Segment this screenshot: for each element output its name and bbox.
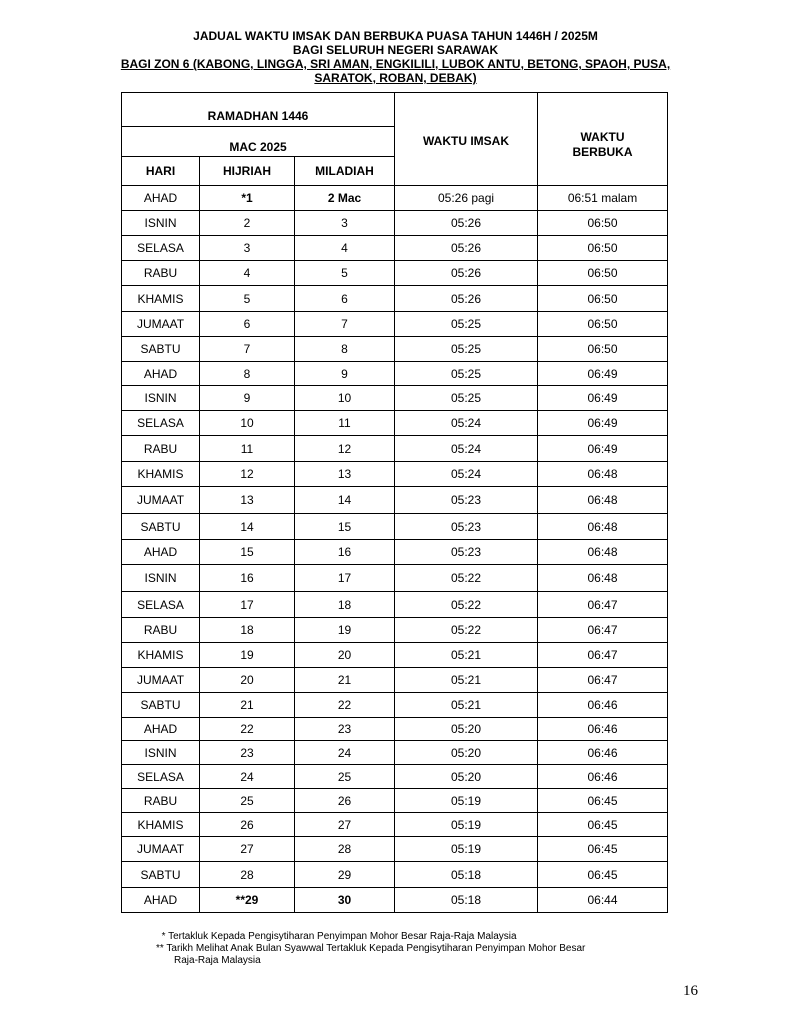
table-row xyxy=(122,514,668,540)
title-line-1: JADUAL WAKTU IMSAK DAN BERBUKA PUASA TAHUN 1446H / 2025M xyxy=(193,29,598,43)
table-row xyxy=(122,236,668,261)
cell-hari: SABTU xyxy=(122,337,200,362)
cell-imsak: 05:18 xyxy=(395,862,538,888)
table-row xyxy=(122,211,668,236)
cell-hari: KHAMIS xyxy=(122,286,200,312)
footnote-1 xyxy=(156,931,626,943)
cell-miladiah: 29 xyxy=(295,862,395,888)
cell-miladiah: 3 xyxy=(295,211,395,236)
table-row xyxy=(122,592,668,618)
cell-hijriah: 2 xyxy=(200,211,295,236)
cell-imsak: 05:21 xyxy=(395,668,538,693)
cell-berbuka: 06:45 xyxy=(538,813,668,837)
table-row xyxy=(122,813,668,837)
cell-imsak: 05:21 xyxy=(395,693,538,718)
cell-berbuka: 06:45 xyxy=(538,862,668,888)
cell-miladiah: 17 xyxy=(295,565,395,592)
cell-berbuka: 06:46 xyxy=(538,765,668,789)
schedule-table xyxy=(121,92,668,913)
cell-imsak: 05:20 xyxy=(395,741,538,765)
cell-imsak: 05:25 xyxy=(395,386,538,411)
cell-hari: AHAD xyxy=(122,186,200,211)
cell-hijriah: 24 xyxy=(200,765,295,789)
cell-hari: AHAD xyxy=(122,362,200,386)
cell-hijriah: 12 xyxy=(200,462,295,487)
hijriah-header: HIJRIAH xyxy=(200,157,295,186)
cell-miladiah: 16 xyxy=(295,540,395,565)
cell-imsak: 05:23 xyxy=(395,487,538,514)
cell-hijriah: **29 xyxy=(200,888,295,913)
cell-hijriah: 15 xyxy=(200,540,295,565)
cell-hari: SELASA xyxy=(122,592,200,618)
cell-hari: SELASA xyxy=(122,236,200,261)
cell-imsak: 05:22 xyxy=(395,565,538,592)
cell-miladiah: 28 xyxy=(295,837,395,862)
cell-imsak: 05:20 xyxy=(395,718,538,741)
table-row xyxy=(122,618,668,643)
footnote-2-continuation: Raja-Raja Malaysia xyxy=(174,955,261,966)
cell-imsak: 05:22 xyxy=(395,618,538,643)
table-row xyxy=(122,643,668,668)
cell-hari: JUMAAT xyxy=(122,487,200,514)
cell-hijriah: 22 xyxy=(200,718,295,741)
cell-hijriah: 11 xyxy=(200,436,295,462)
cell-hari: AHAD xyxy=(122,888,200,913)
table-row xyxy=(122,487,668,514)
cell-imsak: 05:24 xyxy=(395,411,538,436)
cell-miladiah: 11 xyxy=(295,411,395,436)
cell-berbuka: 06:49 xyxy=(538,436,668,462)
cell-miladiah: 5 xyxy=(295,261,395,286)
cell-berbuka: 06:49 xyxy=(538,386,668,411)
cell-hari: KHAMIS xyxy=(122,462,200,487)
cell-hari: SABTU xyxy=(122,862,200,888)
cell-miladiah: 18 xyxy=(295,592,395,618)
cell-miladiah: 24 xyxy=(295,741,395,765)
cell-imsak: 05:26 pagi xyxy=(395,186,538,211)
cell-berbuka: 06:47 xyxy=(538,643,668,668)
cell-berbuka: 06:48 xyxy=(538,565,668,592)
cell-imsak: 05:25 xyxy=(395,337,538,362)
cell-hijriah: 18 xyxy=(200,618,295,643)
cell-imsak: 05:19 xyxy=(395,789,538,813)
cell-berbuka: 06:48 xyxy=(538,487,668,514)
cell-hari: SELASA xyxy=(122,411,200,436)
cell-berbuka: 06:48 xyxy=(538,540,668,565)
cell-miladiah: 2 Mac xyxy=(295,186,395,211)
cell-miladiah: 23 xyxy=(295,718,395,741)
table-row xyxy=(122,693,668,718)
cell-hari: SABTU xyxy=(122,693,200,718)
cell-berbuka: 06:46 xyxy=(538,718,668,741)
cell-hari: RABU xyxy=(122,436,200,462)
cell-miladiah: 4 xyxy=(295,236,395,261)
table-row xyxy=(122,540,668,565)
cell-miladiah: 15 xyxy=(295,514,395,540)
table-row xyxy=(122,436,668,462)
cell-berbuka: 06:48 xyxy=(538,462,668,487)
cell-hijriah: 10 xyxy=(200,411,295,436)
cell-imsak: 05:21 xyxy=(395,643,538,668)
cell-hari: RABU xyxy=(122,618,200,643)
cell-imsak: 05:18 xyxy=(395,888,538,913)
cell-berbuka: 06:44 xyxy=(538,888,668,913)
cell-miladiah: 6 xyxy=(295,286,395,312)
cell-imsak: 05:19 xyxy=(395,813,538,837)
cell-hijriah: 17 xyxy=(200,592,295,618)
cell-hijriah: 8 xyxy=(200,362,295,386)
cell-berbuka: 06:50 xyxy=(538,337,668,362)
table-row xyxy=(122,741,668,765)
cell-imsak: 05:25 xyxy=(395,312,538,337)
document-header xyxy=(0,29,791,85)
imsak-header: WAKTU IMSAK xyxy=(395,93,538,186)
cell-imsak: 05:26 xyxy=(395,236,538,261)
cell-hijriah: 13 xyxy=(200,487,295,514)
table-row xyxy=(122,668,668,693)
cell-berbuka: 06:47 xyxy=(538,592,668,618)
cell-imsak: 05:26 xyxy=(395,261,538,286)
schedule-body xyxy=(122,186,668,913)
cell-berbuka: 06:50 xyxy=(538,312,668,337)
cell-berbuka: 06:48 xyxy=(538,514,668,540)
cell-berbuka: 06:49 xyxy=(538,362,668,386)
cell-miladiah: 21 xyxy=(295,668,395,693)
table-row xyxy=(122,337,668,362)
cell-berbuka: 06:46 xyxy=(538,741,668,765)
cell-miladiah: 12 xyxy=(295,436,395,462)
table-row xyxy=(122,462,668,487)
cell-imsak: 05:26 xyxy=(395,211,538,236)
mac-header: MAC 2025 xyxy=(122,127,395,157)
cell-hijriah: 16 xyxy=(200,565,295,592)
cell-hijriah: 19 xyxy=(200,643,295,668)
cell-miladiah: 14 xyxy=(295,487,395,514)
cell-hijriah: 23 xyxy=(200,741,295,765)
cell-miladiah: 8 xyxy=(295,337,395,362)
table-row xyxy=(122,312,668,337)
cell-hijriah: 4 xyxy=(200,261,295,286)
cell-berbuka: 06:50 xyxy=(538,261,668,286)
cell-hari: RABU xyxy=(122,261,200,286)
cell-hari: KHAMIS xyxy=(122,643,200,668)
cell-hari: KHAMIS xyxy=(122,813,200,837)
cell-hijriah: 28 xyxy=(200,862,295,888)
cell-berbuka: 06:47 xyxy=(538,668,668,693)
cell-miladiah: 22 xyxy=(295,693,395,718)
cell-miladiah: 9 xyxy=(295,362,395,386)
cell-miladiah: 10 xyxy=(295,386,395,411)
footnote-2 xyxy=(156,943,626,967)
page-number: 16 xyxy=(683,983,698,999)
cell-hari: ISNIN xyxy=(122,211,200,236)
cell-hari: JUMAAT xyxy=(122,312,200,337)
cell-miladiah: 26 xyxy=(295,789,395,813)
cell-hijriah: 6 xyxy=(200,312,295,337)
cell-hari: ISNIN xyxy=(122,386,200,411)
cell-imsak: 05:22 xyxy=(395,592,538,618)
ramadhan-header: RAMADHAN 1446 xyxy=(122,93,395,127)
table-row xyxy=(122,765,668,789)
table-row xyxy=(122,362,668,386)
cell-hijriah: *1 xyxy=(200,186,295,211)
cell-hari: SELASA xyxy=(122,765,200,789)
table-row xyxy=(122,186,668,211)
table-row xyxy=(122,888,668,913)
cell-berbuka: 06:51 malam xyxy=(538,186,668,211)
cell-hijriah: 7 xyxy=(200,337,295,362)
cell-hijriah: 5 xyxy=(200,286,295,312)
cell-hari: ISNIN xyxy=(122,741,200,765)
title-line-2: BAGI SELURUH NEGERI SARAWAK xyxy=(292,43,499,57)
cell-berbuka: 06:50 xyxy=(538,236,668,261)
cell-imsak: 05:26 xyxy=(395,286,538,312)
table-row xyxy=(122,261,668,286)
cell-hijriah: 3 xyxy=(200,236,295,261)
cell-miladiah: 19 xyxy=(295,618,395,643)
cell-hijriah: 21 xyxy=(200,693,295,718)
hari-header: HARI xyxy=(122,157,200,186)
berbuka-header: WAKTU BERBUKA xyxy=(538,93,668,186)
cell-hari: JUMAAT xyxy=(122,837,200,862)
cell-imsak: 05:24 xyxy=(395,462,538,487)
cell-imsak: 05:23 xyxy=(395,514,538,540)
table-row xyxy=(122,565,668,592)
cell-hari: AHAD xyxy=(122,540,200,565)
cell-hijriah: 14 xyxy=(200,514,295,540)
cell-miladiah: 20 xyxy=(295,643,395,668)
table-row xyxy=(122,386,668,411)
table-row xyxy=(122,837,668,862)
cell-hijriah: 26 xyxy=(200,813,295,837)
cell-berbuka: 06:47 xyxy=(538,618,668,643)
table-row xyxy=(122,789,668,813)
cell-hari: RABU xyxy=(122,789,200,813)
footnote-1-text: Tertakluk Kepada Pengisytiharan Penyimpan Mohor Besar Raja-Raja Malaysia xyxy=(168,931,517,942)
cell-berbuka: 06:50 xyxy=(538,211,668,236)
cell-miladiah: 7 xyxy=(295,312,395,337)
footnote-1-mark: * xyxy=(161,931,166,942)
cell-hari: JUMAAT xyxy=(122,668,200,693)
cell-miladiah: 27 xyxy=(295,813,395,837)
miladiah-header: MILADIAH xyxy=(295,157,395,186)
cell-berbuka: 06:46 xyxy=(538,693,668,718)
cell-hijriah: 9 xyxy=(200,386,295,411)
footnote-2-mark: ** xyxy=(156,943,164,954)
cell-hijriah: 20 xyxy=(200,668,295,693)
cell-berbuka: 06:49 xyxy=(538,411,668,436)
cell-miladiah: 13 xyxy=(295,462,395,487)
footnote-2-text: Tarikh Melihat Anak Bulan Syawwal Tertakluk Kepada Pengisytiharan Penyimpan Mohor Besar xyxy=(166,943,586,954)
cell-imsak: 05:25 xyxy=(395,362,538,386)
cell-imsak: 05:20 xyxy=(395,765,538,789)
cell-imsak: 05:23 xyxy=(395,540,538,565)
cell-hari: SABTU xyxy=(122,514,200,540)
cell-berbuka: 06:50 xyxy=(538,286,668,312)
cell-hari: ISNIN xyxy=(122,565,200,592)
cell-hijriah: 25 xyxy=(200,789,295,813)
table-row xyxy=(122,286,668,312)
cell-miladiah: 25 xyxy=(295,765,395,789)
table-row xyxy=(122,718,668,741)
cell-berbuka: 06:45 xyxy=(538,789,668,813)
cell-berbuka: 06:45 xyxy=(538,837,668,862)
cell-hari: AHAD xyxy=(122,718,200,741)
table-row xyxy=(122,862,668,888)
zone-line-1: BAGI ZON 6 (KABONG, LINGGA, SRI AMAN, ENGKILILI, LUBOK ANTU, BETONG, SPAOH, PUSA, xyxy=(120,57,671,71)
zone-line-2: SARATOK, ROBAN, DEBAK) xyxy=(314,71,477,85)
table-row xyxy=(122,411,668,436)
cell-hijriah: 27 xyxy=(200,837,295,862)
cell-imsak: 05:19 xyxy=(395,837,538,862)
cell-miladiah: 30 xyxy=(295,888,395,913)
footnotes xyxy=(156,931,626,967)
cell-imsak: 05:24 xyxy=(395,436,538,462)
